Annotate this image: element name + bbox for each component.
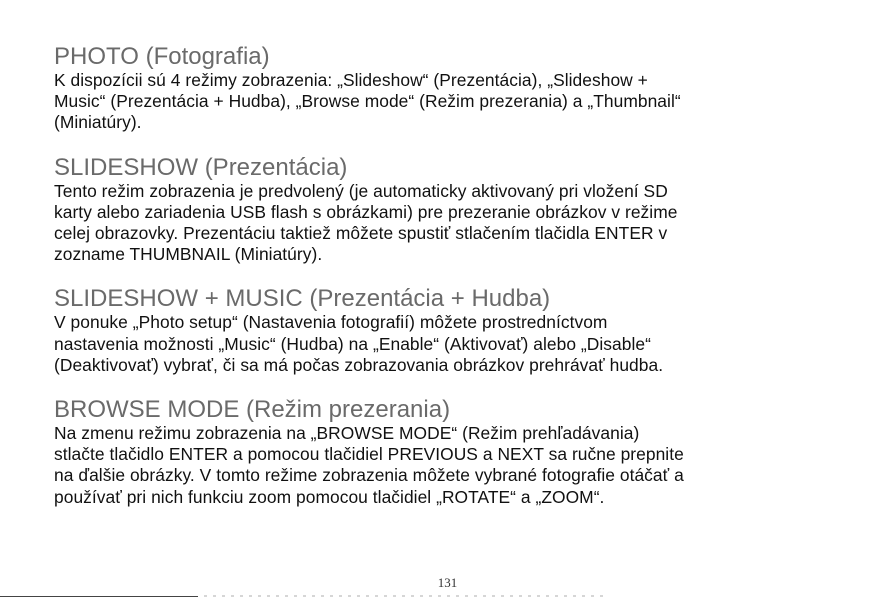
- body-line: na ďalšie obrázky. V tomto režime zobrazenia môžete vybrané fotografie otáčať a: [54, 465, 684, 486]
- section-body-browse-mode: [54, 423, 854, 508]
- section-body-slideshow-music: [54, 312, 854, 376]
- footer-rule: [0, 596, 198, 597]
- section-body-slideshow: [54, 181, 854, 266]
- body-line: používať pri nich funkciu zoom pomocou tlačidiel „ROTATE“ a „ZOOM“.: [54, 486, 605, 507]
- body-line: Music“ (Prezentácia + Hudba), „Browse mode“ (Režim prezerania) a „Thumbnail“: [54, 91, 681, 112]
- body-line: stlačte tlačidlo ENTER a pomocou tlačidiel PREVIOUS a NEXT sa ručne prepnite: [54, 444, 684, 465]
- section-photo: [54, 44, 854, 134]
- section-browse-mode: [54, 397, 854, 508]
- body-line: nastavenia možnosti „Music“ (Hudba) na „Enable“ (Aktivovať) alebo „Disable“: [54, 333, 651, 354]
- section-title-photo: PHOTO (Fotografia): [54, 43, 270, 70]
- manual-page: [54, 44, 854, 529]
- section-body-photo: [54, 70, 854, 134]
- body-line: (Miniatúry).: [54, 112, 142, 133]
- body-line: K dispozícii sú 4 režimy zobrazenia: „Slideshow“ (Prezentácia), „Slideshow +: [54, 70, 648, 90]
- body-line: zozname THUMBNAIL (Miniatúry).: [54, 244, 323, 265]
- section-title-slideshow-music: SLIDESHOW + MUSIC (Prezentácia + Hudba): [54, 285, 551, 313]
- body-line: (Deaktivovať) vybrať, či sa má počas zobrazovania obrázkov prehrávať hudba.: [54, 354, 664, 375]
- body-line: karty alebo zariadenia USB flash s obrázkami) pre prezeranie obrázkov v režime: [54, 201, 678, 222]
- section-slideshow-music: [54, 286, 854, 376]
- body-line: celej obrazovky. Prezentáciu taktiež môžete spustiť stlačením tlačidla ENTER v: [54, 223, 668, 244]
- page-number: 131: [437, 575, 458, 590]
- section-title-slideshow: SLIDESHOW (Prezentácia): [54, 153, 348, 181]
- body-line: V ponuke „Photo setup“ (Nastavenia fotografií) môžete prostredníctvom: [54, 312, 608, 333]
- section-title-browse-mode: BROWSE MODE (Režim prezerania): [54, 396, 451, 424]
- body-line: Na zmenu režimu zobrazenia na „BROWSE MODE“ (Režim prehľadávania): [54, 423, 640, 444]
- section-slideshow: [54, 155, 854, 266]
- body-line: Tento režim zobrazenia je predvolený (je automaticky aktivovaný pri vložení SD: [54, 180, 668, 201]
- footer-scan-artifact: [204, 595, 604, 597]
